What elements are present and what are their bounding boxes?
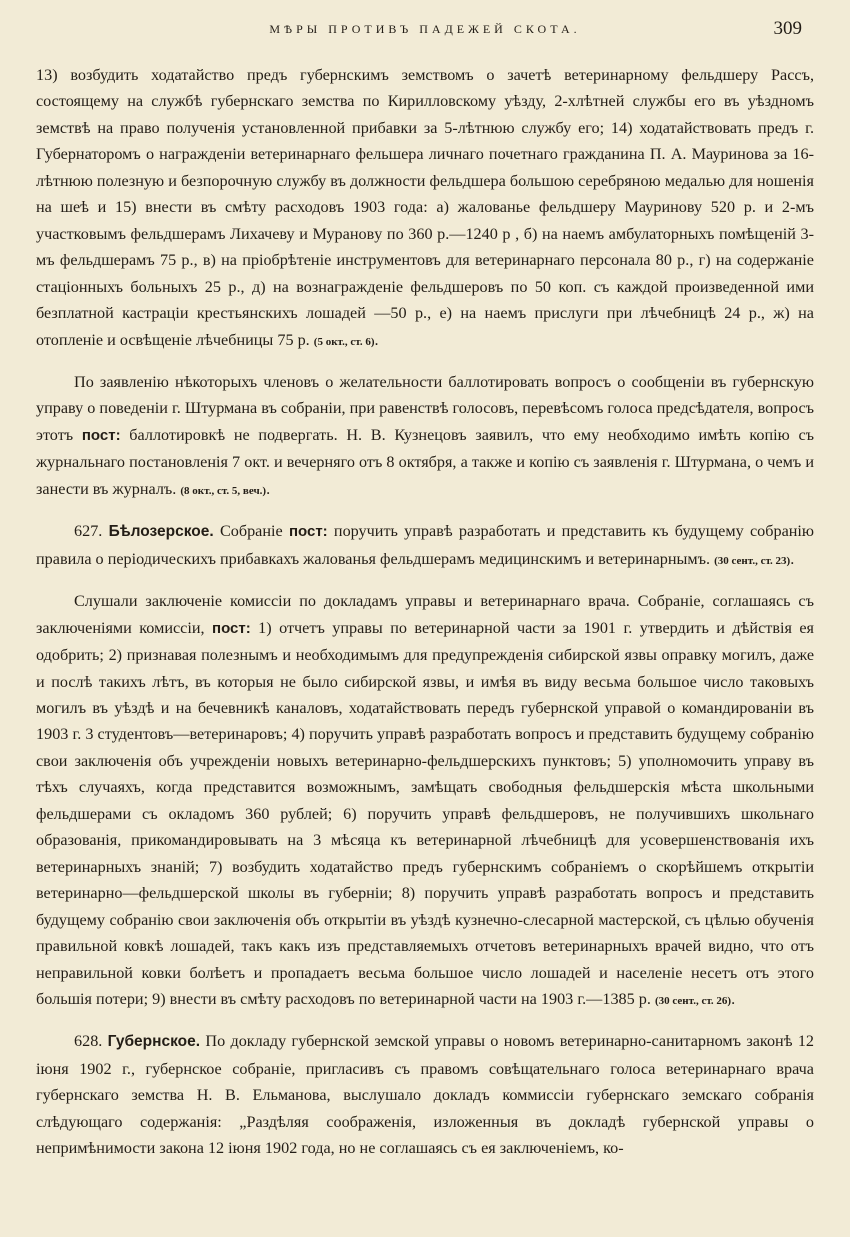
sentence-end: . [374,330,379,349]
page-header [0,20,850,44]
paragraph-continuation [36,62,814,355]
entry-628 [36,1028,814,1161]
resolution-keyword: пост: [288,523,328,541]
paragraph-shturman [36,369,814,504]
paragraph-text: По докладу губернской земской управы о новомъ ветеринарно-санитарномъ законѣ 12 іюня 1902 г., губернское собраніе, пригласивъ съ правомъ совѣщательнаго голоса ветеринарнаго врача губернскаго земства Н. В. Ельманова, выслушало докладъ коммиссіи губернскаго земскаго собранія слѣдующаго содержанія: „Раздѣляя соображенія, изложенныя въ докладѣ губернской управы о непримѣнимости закона 12 іюня 1902 года, но не соглашаясь съ ея заключеніемъ, ко- [36,1032,815,1158]
sentence-end: . [790,549,795,568]
paragraph-text: По заявленію нѣкоторыхъ членовъ о желательности баллотировать вопросъ о сообщеніи въ губернскую управу о поведеніи г. Штурмана въ собраніи, при равенствѣ голосовъ, перевѣсомъ голоса предсѣдателя, вопросъ этотъ [36,372,814,444]
paragraph-text: поручить управѣ разработать и представить къ будущему собранію правила о періодическихъ прибавкахъ жалованья фельдшерамъ медицинскимъ и ветеринарнымъ. [36,522,815,568]
document-body [36,62,814,1176]
reference-citation: (30 сент., ст. 23) [714,554,791,567]
resolution-keyword: пост: [81,426,121,444]
paragraph-text: баллотировкѣ не подвергать. Н. В. Кузнецовъ заявилъ, что ему необходимо имѣть копію съ журнальнаго постановленія 7 окт. и вечерняго отъ 8 октября, а также и копію съ заявленія г. Штурмана, о чемъ и занести въ журналъ. [36,425,815,498]
paragraph-text: Собраніе [219,522,283,541]
district-name: Бѣлозерское. [108,523,214,541]
paragraph-commission [36,588,814,1014]
sentence-end: . [731,989,736,1008]
entry-number: 628. [74,1032,103,1051]
reference-citation: (8 окт., ст. 5, веч.) [180,484,267,497]
district-name: Губернское. [107,1033,201,1051]
paragraph-text: 13) возбудить ходатайство предъ губернскимъ земствомъ о зачетѣ ветеринарному фельдшеру Рассъ, состоящему на службѣ губернскаго земства по Кирилловскому уѣзду, 2-хлѣтней службы его въ уѣздномъ земствѣ на право полученія установленной прибавки за 5-лѣтнюю службу его; 14) ходатайствовать предъ г. Губернаторомъ о награжденіи ветеринарнаго фельшера личнаго почетнаго гражданина П. А. Мауринова за 16-лѣтнюю полезную и безпорочную службу въ должности фельдшера большою серебряною медалью для ношенія на шеѣ и 15) внести въ смѣту расходовъ 1903 года: а) жалованье фельдшеру Мауринову 520 р. и 2-мъ участковымъ фельдшерамъ Лихачеву и Мурановy по 360 р.—1240 р , б) на наемъ амбулаторныхъ помѣщеній 3-мъ фельдшерамъ 75 р., в) на пріобрѣтеніе инструментовъ для ветеринарнаго персонала 80 р., г) на содержаніе стаціонныхъ больныхъ 25 р., д) на вознагражденіе фельдшеровъ по 50 коп. съ каждой произведенной ими безплатной кастраціи крестьянскихъ лошадей —50 р., е) на наемъ прислуги при лѣчебницѣ 24 р., ж) на отопленіе и освѣщеніе лѣчебницы 75 р. [36,66,814,349]
paragraph-text: 1) отчетъ управы по ветеринарной части за 1901 г. утвердить и дѣйствія ея одобрить; 2) признавая полезнымъ и необходимымъ для предупрежденія сибирской язвы оправку могилъ, даже и послѣ такихъ лѣтъ, въ которыя не было сибирской язвы, и имѣя въ виду весьма большое число таковыхъ могилъ въ уѣздѣ и на бечевникѣ каналовъ, ходатайствовать передъ губернской управой о командированіи въ 1903 г. 3 студентовъ—ветеринаровъ; 4) поручить управѣ разработать вопросъ и представить будущему собранію свои заключенія объ учрежденіи новыхъ ветеринарно-фельдшерскихъ пунктовъ; 5) уполномочить управу въ тѣхъ случаяхъ, когда представится возможнымъ, замѣщать свободныя фельдшерскія мѣста школьными фельдшерами съ окладомъ 360 рублей; 6) поручить управѣ фельдшеровъ, не получившихъ школьнаго образованія, прикомандировывать на 3 мѣсяца къ ветеринарной лѣчебницѣ для усовершенствованія ихъ ветеринарныхъ знаній; 7) возбудить ходатайство предъ губернскимъ собраніемъ о скорѣйшемъ открытіи ветеринарно—фельдшерской школы въ губерніи; 8) поручить управѣ разработать вопросъ и представить будущему собранію свои заключенія объ открытіи въ уѣздѣ кузнечно-слесарной мастерской, съ цѣлью обученія правильной ковкѣ лошадей, такъ какъ изъ представляемыхъ отчетовъ ветеринарныхъ врачей видно, что отъ неправильной ковки болѣетъ и пропадаетъ весьма большое число лошадей и населеніе несетъ отъ этого большія потери; 9) внести въ смѣту расходовъ по ветеринарной части на 1903 г.—1385 р. [36,618,815,1008]
reference-citation: (5 окт., ст. 6) [313,335,375,348]
reference-citation: (30 сент., ст. 26) [654,994,732,1007]
running-title: МѢРЫ ПРОТИВЪ ПАДЕЖЕЙ СКОТА. [269,22,581,36]
resolution-keyword: пост: [212,619,251,637]
entry-number: 627. [74,522,103,541]
paragraph-text: Слушали заключеніе комиссіи по докладамъ управы и ветеринарнаго врача. Собраніе, соглашаясь съ заключеніями комиссіи, [36,592,814,637]
sentence-end: . [266,479,271,498]
entry-627 [36,518,814,574]
page-number: 309 [773,18,802,39]
